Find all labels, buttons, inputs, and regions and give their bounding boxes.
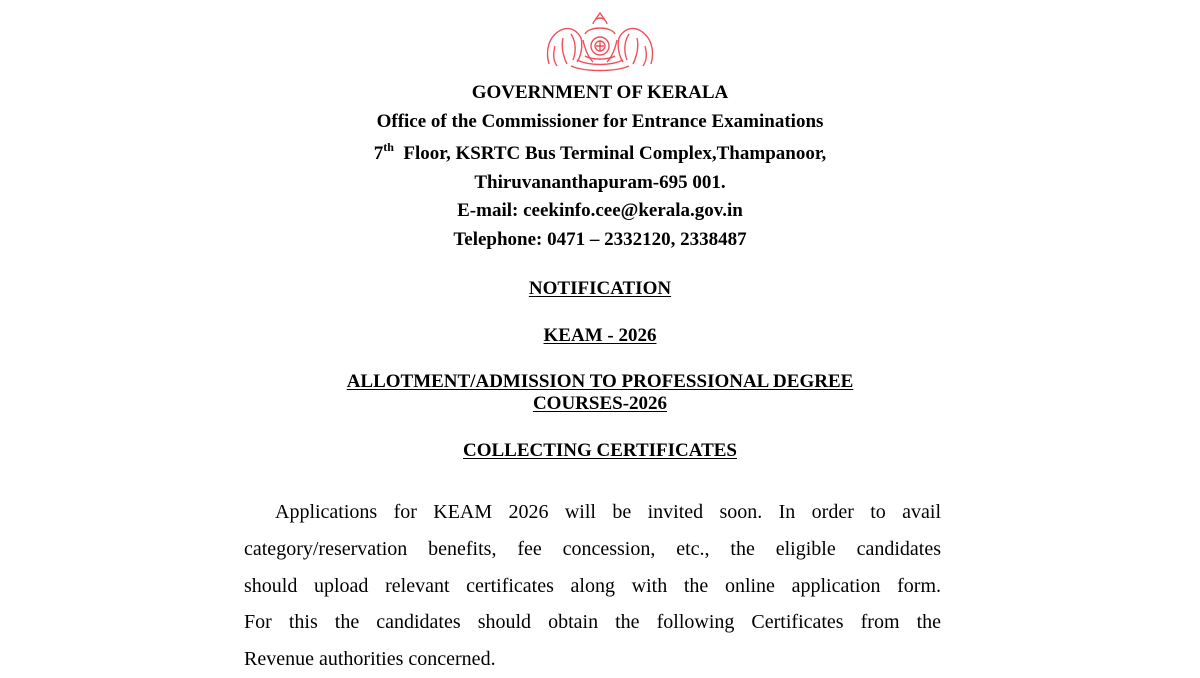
address-line-2: Thiruvananthapuram-695 001. <box>474 172 726 193</box>
office-name: Office of the Commissioner for Entrance Examinations <box>376 111 824 132</box>
body-paragraph <box>244 494 941 678</box>
allotment-heading-line-1: ALLOTMENT/ADMISSION TO PROFESSIONAL DEGREE <box>346 371 854 392</box>
paragraph-line: Revenue authorities concerned. <box>244 648 496 671</box>
floor-suffix: th <box>383 140 394 154</box>
paragraph-line: For this the candidates should obtain the following Certificates from the <box>244 611 941 634</box>
notification-heading: NOTIFICATION <box>528 278 672 299</box>
paragraph-line: category/reservation benefits, fee concession, etc., the eligible candidates <box>244 537 941 560</box>
floor-number: 7 <box>373 143 384 164</box>
address-line-1 <box>0 140 1200 165</box>
email-line: E-mail: ceekinfo.cee@kerala.gov.in <box>457 200 743 221</box>
keam-heading: KEAM - 2026 <box>543 325 657 346</box>
allotment-heading-line-2: COURSES-2026 <box>532 393 668 414</box>
telephone-line: Telephone: 0471 – 2332120, 2338487 <box>453 229 747 250</box>
collecting-certificates-heading: COLLECTING CERTIFICATES <box>462 440 737 461</box>
address-text: Floor, KSRTC Bus Terminal Complex,Thampanoor, <box>403 143 827 164</box>
government-title: GOVERNMENT OF KERALA <box>471 82 729 103</box>
paragraph-line: Applications for KEAM 2026 will be invited soon. In order to avail <box>275 501 941 523</box>
kerala-emblem-icon <box>541 10 659 74</box>
paragraph-line: should upload relevant certificates along with the online application form. <box>244 574 941 597</box>
